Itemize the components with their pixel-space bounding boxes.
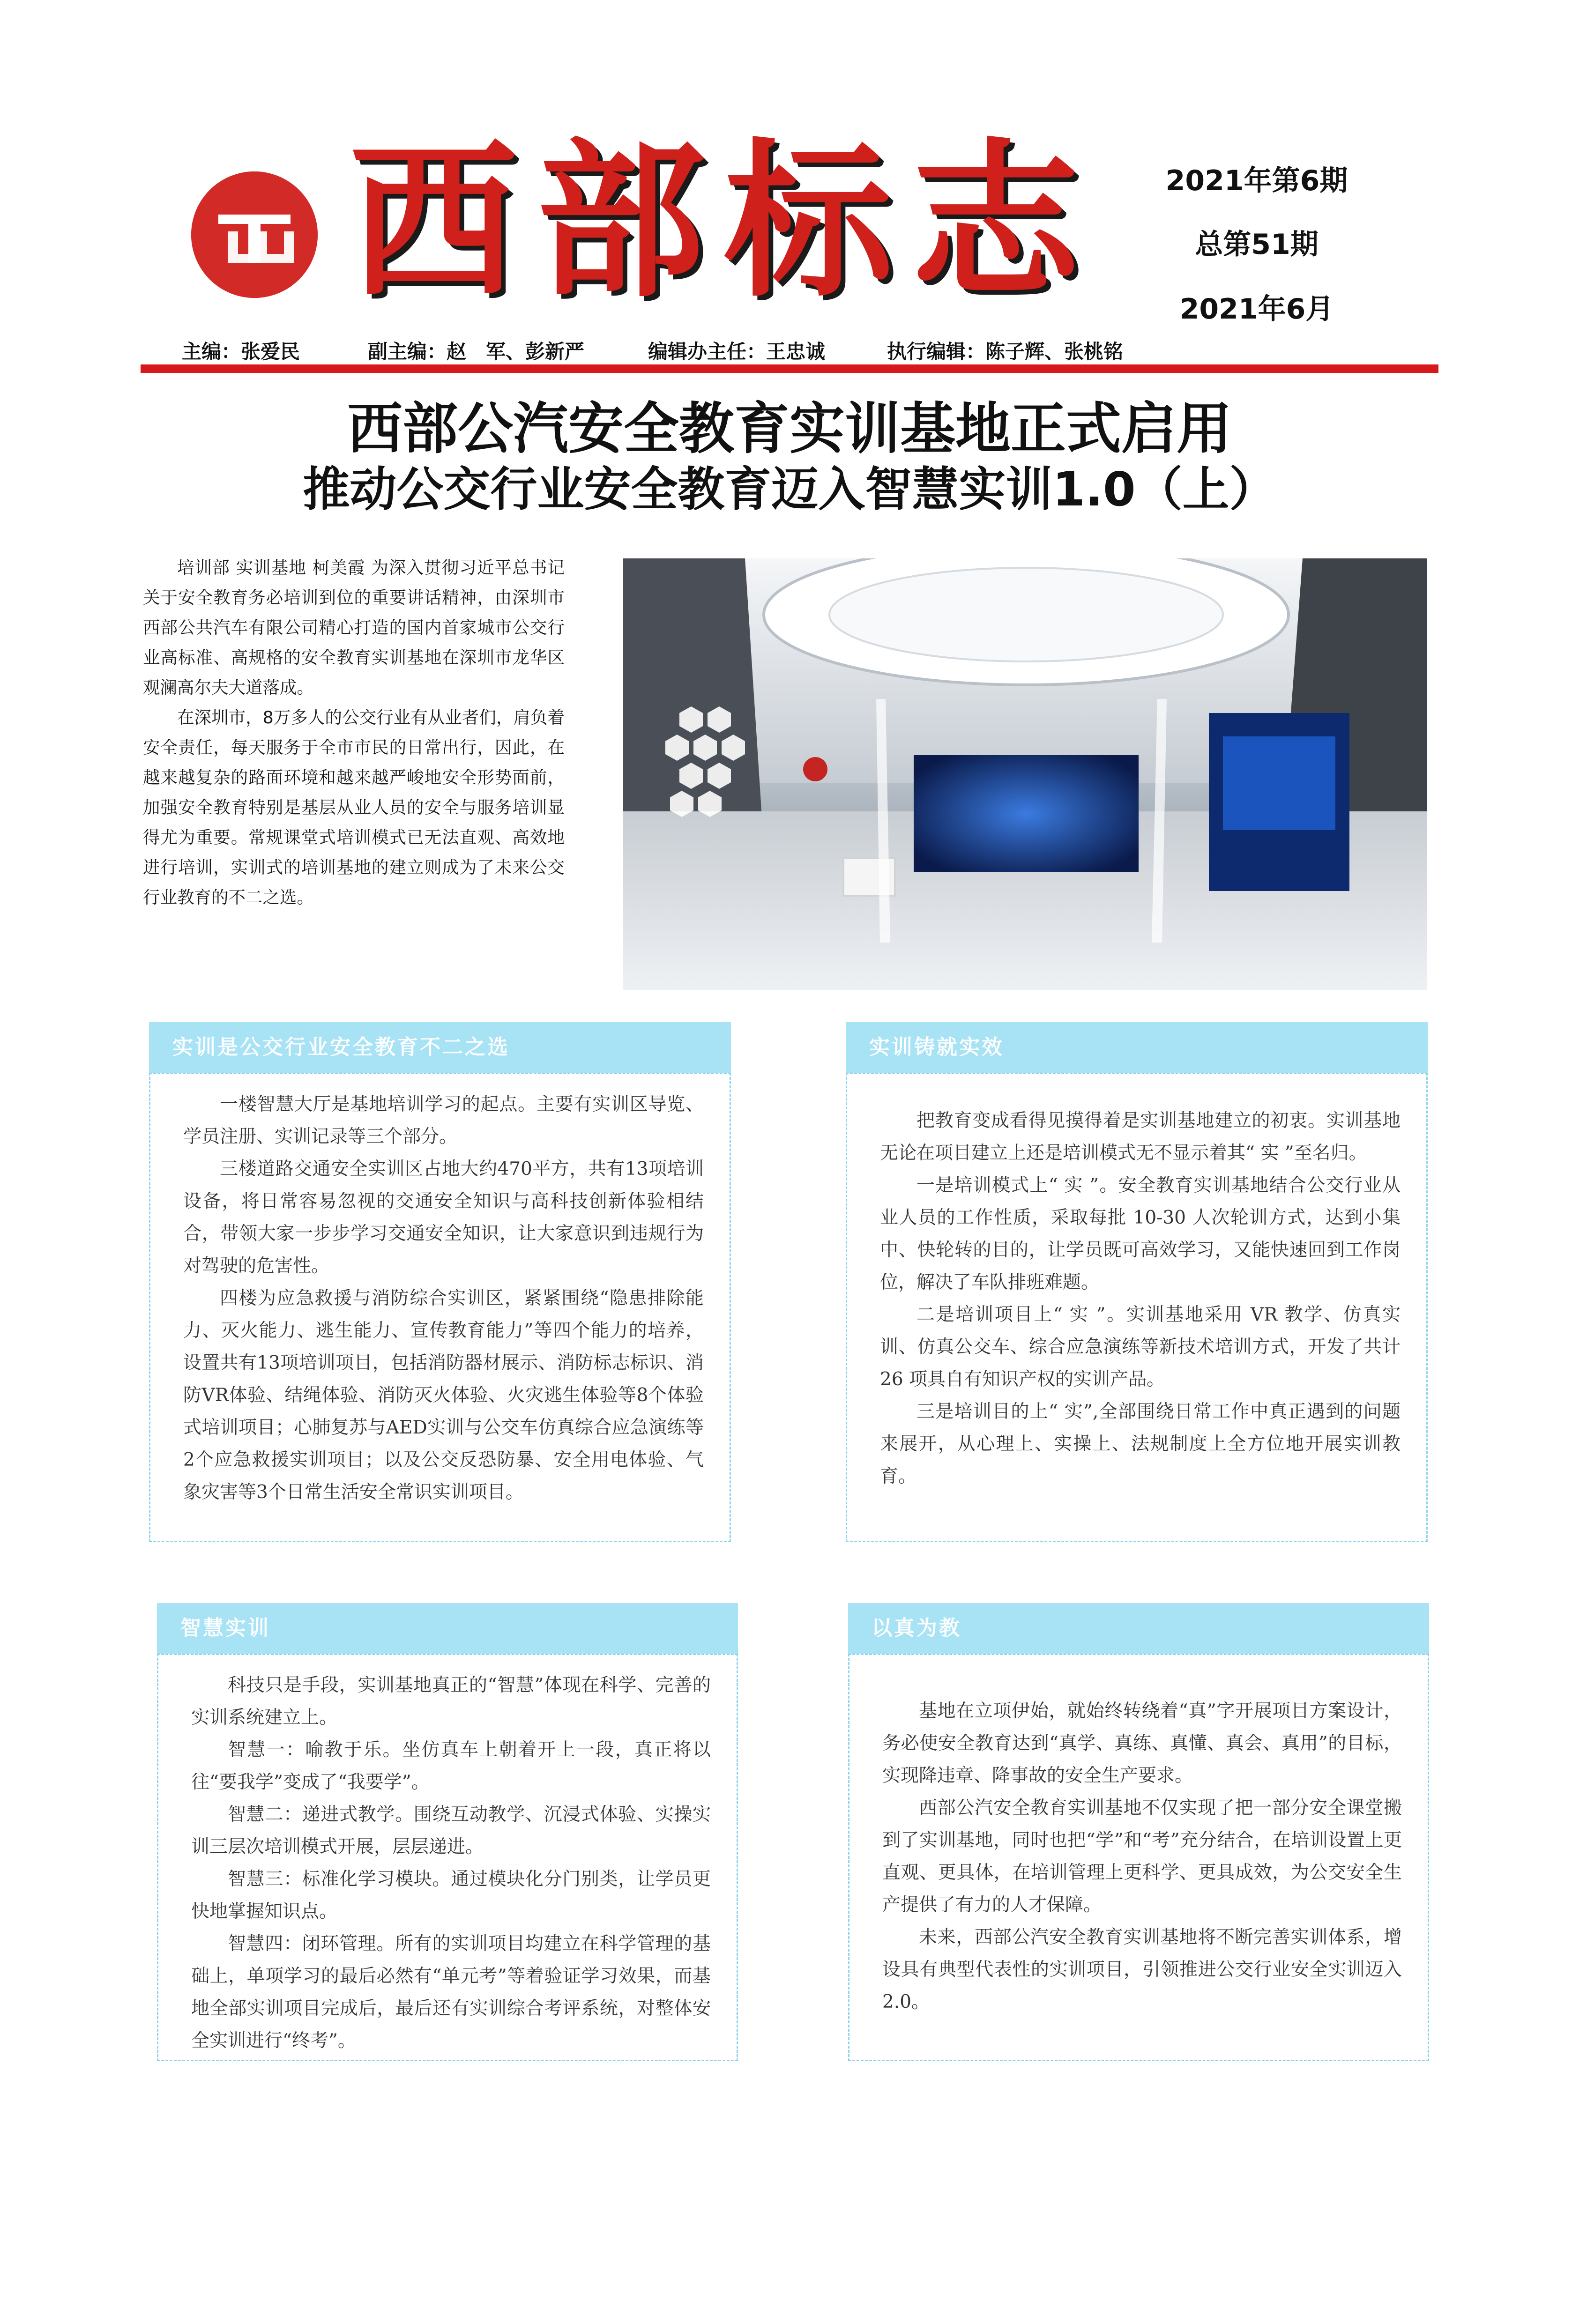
section-paragraph: 二是培训项目上“ 实 ”。实训基地采用 VR 教学、仿真实训、仿真公交车、综合应急演练等新技术培训方式，开发了共计 26 项具自有知识产权的实训产品。	[880, 1304, 1401, 1390]
section-body	[846, 1073, 1428, 1542]
section-title: 实训是公交行业安全教育不二之选	[149, 1022, 731, 1073]
section-body	[157, 1654, 738, 2061]
section-paragraph: 一楼智慧大厅是基地培训学习的起点。主要有实训区导览、学员注册、实训记录等三个部分。	[183, 1094, 704, 1147]
section-title: 实训铸就实效	[846, 1022, 1428, 1073]
office-director: 编辑办主任：王忠诚	[648, 340, 826, 363]
section-title: 智慧实训	[157, 1603, 738, 1654]
masthead-rule	[141, 364, 1438, 373]
editor-credits	[141, 336, 1453, 364]
section-paragraph: 三楼道路交通安全实训区占地大约470平方，共有13项培训设备，将日常容易忽视的交通安全知识与高科技创新体验相结合，带领大家一步步学习交通安全知识，让大家意识到违规行为对驾驶的危害性。	[183, 1158, 704, 1277]
section-paragraph: 基地在立项伊始，就始终转绕着“真”字开展项目方案设计，务必使安全教育达到“真学、真练、真懂、真会、真用”的目标，实现降违章、降事故的安全生产要求。	[882, 1700, 1402, 1786]
section-paragraph: 三是培训目的上“ 实”,全部围绕日常工作中真正遇到的问题来展开，从心理上、实操上、法规制度上全方位地开展实训教育。	[880, 1401, 1401, 1487]
section-paragraph: 把教育变成看得见摸得着是实训基地建立的初衷。实训基地无论在项目建立上还是培训模式无不显示着其“ 实 ”至名归。	[880, 1110, 1401, 1164]
section-paragraph: 智慧二：递进式教学。围绕互动教学、沉浸式体验、实操实训三层次培训模式开展，层层递进。	[191, 1804, 711, 1857]
section-paragraph: 智慧四：闭环管理。所有的实训项目均建立在科学管理的基础上，单项学习的最后必然有“单元考”等着验证学习效果，而基地全部实训项目完成后，最后还有实训综合考评系统，对整体安全实训进行“终考”。	[191, 1933, 711, 2051]
section-training-results	[846, 1022, 1428, 1542]
deputy-editor: 副主编：赵 军、彭新严	[368, 340, 585, 363]
section-paragraph: 智慧三：标准化学习模块。通过模块化分门别类，让学员更快地掌握知识点。	[191, 1869, 711, 1922]
issue-date: 2021年6月	[1179, 293, 1334, 326]
hall-illustration-icon	[623, 558, 1427, 990]
section-title: 以真为教	[848, 1603, 1429, 1654]
section-body	[149, 1073, 731, 1542]
section-truth-teaching	[848, 1603, 1429, 2061]
section-paragraph: 未来，西部公汽安全教育实训基地将不断完善实训体系，增设具有典型代表性的实训项目，引领推进公交行业安全实训迈入2.0。	[882, 1927, 1402, 2012]
issue-total: 总第51期	[1195, 228, 1319, 261]
intro-paragraph: 在深圳市，8万多人的公交行业有从业者们，肩负着安全责任，每天服务于全市市民的日常出行，因此，在越来越复杂的路面环境和越来越严峻地安全形势面前，加强安全教育特别是基层从业人员的安全与服务培训显得尤为重要。常规课堂式培训模式已无法直观、高效地进行培训，实训式的培训基地的建立则成为了未来公交行业教育的不二之选。	[143, 707, 565, 907]
section-paragraph: 四楼为应急救援与消防综合实训区，紧紧围绕“隐患排除能力、灭火能力、逃生能力、宣传教育能力”等四个能力的培养，设置共有13项培训项目，包括消防器材展示、消防标志标识、消防VR体验、结绳体验、消防灭火体验、火灾逃生体验等8个体验式培训项目；心肺复苏与AED实训与公交车仿真综合应急演练等2个应急救援实训项目；以及公交反恐防暴、安全用电体验、气象灾害等3个日常生活安全常识实训项目。	[183, 1288, 704, 1503]
section-paragraph: 西部公汽安全教育实训基地不仅实现了把一部分安全课堂搬到了实训基地，同时也把“学”和“考”充分结合，在培训设置上更直观、更具体，在培训管理上更科学、更具成效，为公交安全生产提供了有力的人才保障。	[882, 1797, 1402, 1916]
section-paragraph: 科技只是手段，实训基地真正的“智慧”体现在科学、完善的实训系统建立上。	[191, 1675, 711, 1728]
masthead-title: 西部标志	[349, 122, 1099, 320]
intro-paragraph: 培训部 实训基地 柯美霞 为深入贯彻习近平总书记关于安全教育务必培训到位的重要讲话精神，由深圳市西部公共汽车有限公司精心打造的国内首家城市公交行业高标准、高规格的安全教育实训基地在深圳市龙华区观澜高尔夫大道落成。	[143, 557, 565, 698]
logo-mark-icon	[191, 171, 318, 298]
section-smart-training	[157, 1603, 738, 2061]
issue-number: 2021年第6期	[1165, 164, 1348, 197]
section-body	[848, 1654, 1429, 2061]
headline-sub: 推动公交行业安全教育迈入智慧实训1.0（上）	[303, 462, 1276, 517]
headline-main: 西部公汽安全教育实训基地正式启用	[347, 396, 1232, 461]
section-paragraph: 智慧一：喻教于乐。坐仿真车上朝着开上一段，真正将以往“要我学”变成了“我要学”。	[191, 1739, 711, 1793]
chief-editor: 主编：张爱民	[182, 340, 300, 363]
intro-article	[143, 553, 565, 913]
executive-editor: 执行编辑：陈子辉、张桃铭	[887, 340, 1124, 363]
company-logo	[191, 171, 318, 298]
training-hall-photo	[623, 558, 1427, 990]
section-paragraph: 一是培训模式上“ 实 ”。安全教育实训基地结合公交行业从业人员的工作性质，采取每批 10-30 人次轮训方式，达到小集中、快轮转的目的，让学员既可高效学习，又能快速回到工作岗位，解决了车队排班难题。	[880, 1175, 1401, 1293]
section-training-choice	[149, 1022, 731, 1542]
